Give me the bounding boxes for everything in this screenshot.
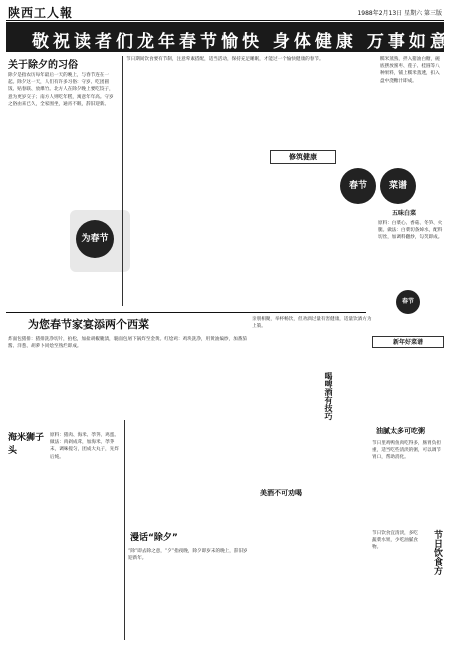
chunjie-badge: 为春节 — [76, 220, 114, 258]
habits-body: 除夕是指农历每年最后一天的晚上，与春节连在一起。除夕这一天，人们有许多习俗：守岁、吃团圆饭、贴春联、放爆竹。北方人在除夕晚上要吃饺子，意为更岁交子；南方人则吃年糕，寓意年年高。守岁之俗由来已久，全家围坐，通宵不眠，辞旧迎新。 — [8, 73, 114, 107]
masthead-rule — [6, 20, 444, 21]
holiday-banner — [6, 22, 451, 52]
jieri-body: 节日饮食宜清淡，多吃蔬菜水果，少吃油腻食物。 — [372, 531, 418, 551]
column-divider — [122, 56, 123, 306]
habits-title: 关于除夕的习俗 — [8, 60, 78, 71]
banquet-title: 为您春节家宴添两个西菜 — [28, 318, 149, 331]
drink-intro-text: 亲朋相聚，举杯畅饮，但劝酒过量有害健康，适量饮酒方为上策。 — [252, 317, 372, 330]
right-column-text: 糯米蒸熟，拌入猪油白糖，碗底摆放蜜枣、莲子、桂圆等八种果料，铺上糯米蒸透，扣入盘中浇糖汁即成。 — [380, 57, 440, 84]
oil-title: 油腻太多可吃粥 — [376, 427, 425, 435]
lower-divider — [124, 420, 125, 640]
chuxi-body: “除”即去除之意，“夕”指夜晚，除夕即岁末的晚上，辞旧岁迎新年。 — [128, 549, 248, 562]
jieri-vertical-title: 节日饮食方 — [432, 530, 442, 575]
habits-title-box — [8, 56, 120, 70]
spring-festival-badge: 春节 — [340, 168, 376, 204]
health-title: 修筑健康 — [289, 153, 317, 161]
masthead — [6, 4, 444, 20]
new-year-illustration — [70, 210, 130, 272]
chuxi-title: 漫话“除夕” — [130, 533, 178, 543]
haimi-title: 海米狮子头 — [8, 433, 45, 456]
health-title-box — [270, 150, 336, 164]
issue-info: 1988年2月13日 星期六 第三版 — [357, 10, 442, 17]
new-year-menu-box — [372, 336, 444, 348]
banquet-body: 炸面包猪排：猪排洗净切片，拍松，加盐胡椒腌渍，裹面包屑下锅炸至金黄。红烩鸡：鸡块洗净，用黄油煸炒，加番茄酱、洋葱、胡萝卜同烩至熟烂即成。 — [8, 337, 247, 350]
wuwei-body: 原料：白菜心、香菇、冬笋、火腿。做法：白菜切条焯水，配料切丝，加调料翻炒，勾芡即成。 — [378, 221, 443, 241]
newspaper-title: 陕西工人報 — [8, 6, 74, 20]
beer-tips-vertical: 喝啤酒有技巧 — [324, 372, 333, 420]
new-year-menu-label: 新年好菜谱 — [392, 339, 423, 346]
oil-body: 节日里鸡鸭鱼肉吃得多，肠胃负担重，适当吃些清淡的粥，可以调节胃口，帮助消化。 — [372, 441, 441, 461]
drink-title: 美酒不可劝喝 — [260, 489, 302, 497]
banner-headline: 敬祝读者们龙年春节愉快 身体健康 万事如意 — [32, 32, 451, 52]
festival-stamp: 春节 — [396, 290, 420, 314]
haimi-body: 原料：猪肉、海米、荸荠、鸡蛋。做法：肉剁成茸，加海米、荸荠末，调味搅匀，团成大丸子，先炸后炖。 — [50, 433, 119, 460]
section-rule — [6, 312, 366, 313]
wuwei-title: 五味白菜 — [392, 210, 417, 217]
middle-columns-text: 节日期间饮食要有节制，注意荤素搭配，适当活动，保持充足睡眠，才能过一个愉快健康的春节。 — [126, 57, 324, 62]
menu-badge: 菜谱 — [380, 168, 416, 204]
